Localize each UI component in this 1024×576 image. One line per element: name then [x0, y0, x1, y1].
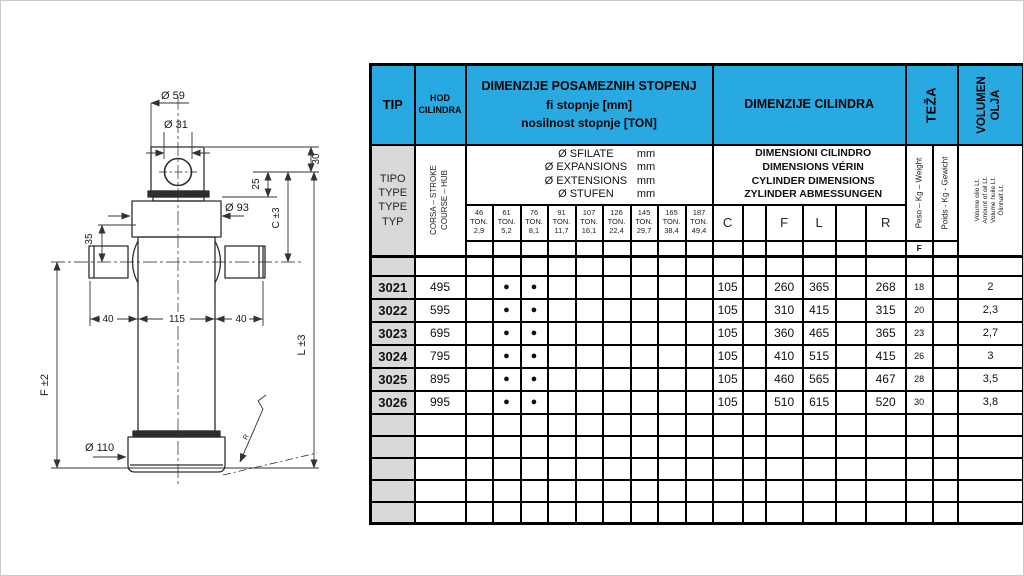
- col-header-stroke: HOD CILINDRA: [415, 65, 466, 145]
- dim-col-f: F: [766, 205, 803, 241]
- dim-col-r: R: [866, 205, 906, 241]
- cell-volume: 3: [958, 345, 1024, 368]
- spacer-row: [371, 257, 1024, 276]
- subheader-cylinder-langs: DIMENSIONI CILINDRO DIMENSIONS VÉRIN CYLINDER DIMENSIONS ZYLINDER ABMESSUNGEN: [713, 145, 906, 205]
- table-row: [371, 322, 1024, 345]
- stage-col-1: 46 TON. 2,9: [466, 205, 493, 241]
- spec-table: [369, 63, 1024, 525]
- cell-c: 105: [713, 322, 743, 345]
- cell-stroke: 995: [415, 391, 466, 414]
- cell-c: 105: [713, 345, 743, 368]
- stage-dot: ●: [521, 391, 548, 414]
- cell-f: 510: [766, 391, 803, 414]
- stage-dot: ●: [521, 276, 548, 299]
- col-header-tip: TIP: [371, 65, 415, 145]
- col-header-stages: DIMENZIJE POSAMEZNIH STOPENJ fi stopnje [mm] nosilnost stopnje [TON]: [466, 65, 713, 145]
- cell-f: 360: [766, 322, 803, 345]
- table-row: [371, 299, 1024, 322]
- header-row: [371, 65, 1024, 145]
- dim-label-40-right: 40: [235, 314, 247, 325]
- eye-weld-band: [148, 191, 209, 197]
- top-eye: [151, 147, 204, 191]
- cell-l: 515: [803, 345, 836, 368]
- cell-f: 410: [766, 345, 803, 368]
- cell-volume: 3,5: [958, 368, 1024, 391]
- dim-label-radius: R: [242, 433, 251, 442]
- collar: [132, 201, 221, 237]
- subheader-weight-peso: Peso – Kg – Weight: [906, 145, 933, 241]
- cell-tip: 3021: [371, 276, 415, 299]
- cell-l: 565: [803, 368, 836, 391]
- weight-sub-f: F: [906, 241, 933, 257]
- dim-label-top-eye-width: Ø 59: [161, 90, 185, 102]
- cell-tip: 3026: [371, 391, 415, 414]
- cell-r: 415: [866, 345, 906, 368]
- stage-col-9: 187 TON. 49,4: [686, 205, 713, 241]
- cell-weight: 30: [906, 391, 933, 414]
- subheader-row: [371, 145, 1024, 205]
- stage-dot: ●: [493, 276, 521, 299]
- cell-c: 105: [713, 391, 743, 414]
- stage-dot: ●: [493, 391, 521, 414]
- empty-row: [371, 436, 1024, 458]
- dim-label-collar: Ø 93: [225, 202, 249, 214]
- dim-label-30: 30: [311, 153, 322, 165]
- cell-stroke: 595: [415, 299, 466, 322]
- empty-row: [371, 458, 1024, 480]
- subheader-volume-langs: Volume olio Lt. Amount of oil Lt. Volume huile Lt. Ölinhalt Lt.: [958, 145, 1024, 257]
- dimension-labels: [39, 90, 322, 454]
- dim-label-base: Ø 110: [85, 442, 115, 454]
- cell-l: 465: [803, 322, 836, 345]
- cell-r: 315: [866, 299, 906, 322]
- stage-dot: ●: [493, 368, 521, 391]
- stage-dot: ●: [521, 345, 548, 368]
- cell-tip: 3025: [371, 368, 415, 391]
- dim-label-l: L ±3: [296, 334, 308, 356]
- stage-dot: ●: [521, 368, 548, 391]
- cell-l: 615: [803, 391, 836, 414]
- subheader-tipo: TIPO TYPE TYPE TYP: [371, 145, 415, 257]
- dim-label-c: C ±3: [271, 207, 282, 229]
- stage-col-4: 91 TON. 11,7: [548, 205, 576, 241]
- base-weld-band: [133, 431, 220, 437]
- col-header-weight: TEŽA: [906, 65, 958, 145]
- empty-row: [371, 480, 1024, 502]
- subheader-weight-poids: Poids - Kg - Gewicht: [933, 145, 958, 241]
- cell-stroke: 495: [415, 276, 466, 299]
- stage-dot: ●: [493, 299, 521, 322]
- dim-label-f: F ±2: [39, 374, 51, 396]
- cell-stroke: 895: [415, 368, 466, 391]
- cell-r: 268: [866, 276, 906, 299]
- cell-volume: 2,3: [958, 299, 1024, 322]
- dim-label-115: 115: [169, 314, 185, 325]
- cell-stroke: 695: [415, 322, 466, 345]
- table-row: [371, 368, 1024, 391]
- cell-weight: 28: [906, 368, 933, 391]
- dim-label-40-left: 40: [102, 314, 114, 325]
- base-cup: [128, 437, 225, 472]
- cell-f: 460: [766, 368, 803, 391]
- cell-c: 105: [713, 368, 743, 391]
- subheader-stroke-langs: CORSA – STROKE COURSE – HUB: [415, 145, 466, 257]
- cell-tip: 3024: [371, 345, 415, 368]
- stage-col-7: 145 TON. 29,7: [631, 205, 658, 241]
- weight-sub-row: [371, 241, 1024, 257]
- dim-label-35: 35: [84, 233, 95, 245]
- cell-f: 260: [766, 276, 803, 299]
- cell-weight: 23: [906, 322, 933, 345]
- cell-tip: 3022: [371, 299, 415, 322]
- empty-row: [371, 502, 1024, 524]
- cell-tip: 3023: [371, 322, 415, 345]
- cell-weight: 20: [906, 299, 933, 322]
- stage-dot: ●: [493, 345, 521, 368]
- dim-col-c: C: [713, 205, 743, 241]
- dim-label-eye-hole: Ø 31: [164, 119, 188, 131]
- col-header-volume: VOLUMEN OLJA: [958, 65, 1024, 145]
- stage-dot: ●: [521, 322, 548, 345]
- cell-weight: 18: [906, 276, 933, 299]
- table-row: [371, 345, 1024, 368]
- dim-col-l: L: [803, 205, 836, 241]
- stage-col-8: 165 TON. 38,4: [658, 205, 686, 241]
- cell-volume: 2,7: [958, 322, 1024, 345]
- dim-label-25: 25: [251, 178, 262, 190]
- dim-col-blank2: [836, 205, 866, 241]
- stage-col-5: 107 TON. 16,1: [576, 205, 603, 241]
- dimension-lines: [51, 103, 319, 475]
- cell-volume: 2: [958, 276, 1024, 299]
- spec-table-wrap: [369, 63, 1024, 525]
- cell-volume: 3,8: [958, 391, 1024, 414]
- table-row: [371, 391, 1024, 414]
- stage-col-3: 76 TON. 8,1: [521, 205, 548, 241]
- stage-dot: ●: [521, 299, 548, 322]
- stage-col-6: 126 TON. 22,4: [603, 205, 631, 241]
- cylinder-drawing: [1, 1, 366, 576]
- cell-weight: 26: [906, 345, 933, 368]
- subheader-stage-diameters: Ø SFILATE mm Ø EXPANSIONS mm Ø EXTENSIONS mm Ø STUFEN mm: [466, 145, 713, 205]
- cell-stroke: 795: [415, 345, 466, 368]
- cell-c: 105: [713, 299, 743, 322]
- empty-row: [371, 414, 1024, 436]
- cell-l: 415: [803, 299, 836, 322]
- stage-dot: ●: [493, 322, 521, 345]
- cell-r: 520: [866, 391, 906, 414]
- stage-col-2: 61 TON. 5,2: [493, 205, 521, 241]
- cell-r: 467: [866, 368, 906, 391]
- centerlines: [51, 96, 303, 484]
- col-header-cylinder: DIMENZIJE CILINDRA: [713, 65, 906, 145]
- cell-c: 105: [713, 276, 743, 299]
- barrel: [138, 237, 215, 431]
- radius-leader: [240, 395, 266, 462]
- cell-l: 365: [803, 276, 836, 299]
- cylinder-outline: [89, 147, 265, 472]
- table-row: [371, 276, 1024, 299]
- dim-col-blank1: [743, 205, 766, 241]
- cell-r: 365: [866, 322, 906, 345]
- cell-f: 310: [766, 299, 803, 322]
